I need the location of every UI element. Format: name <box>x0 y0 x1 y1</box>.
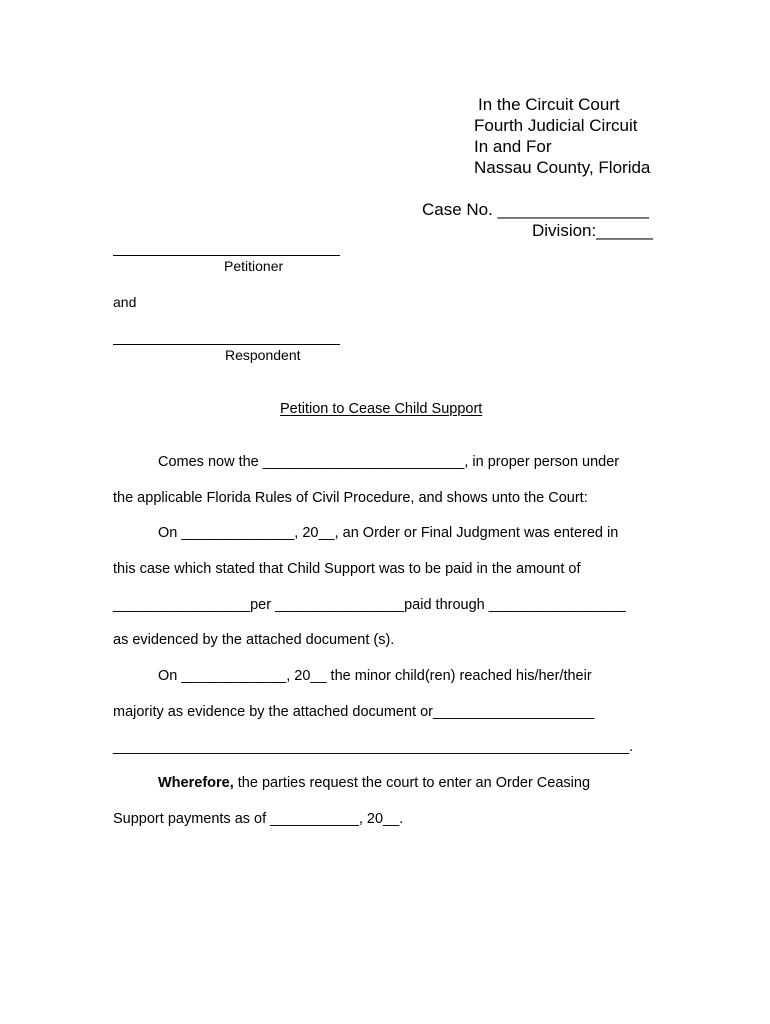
wherefore-text: the parties request the court to enter an Order Ceasing <box>233 775 591 791</box>
body-line-5: _________________per ________________paid through _________________ <box>113 597 626 613</box>
wherefore-label: Wherefore, <box>158 775 234 791</box>
body-line-1: Comes now the _________________________, in proper person under <box>158 454 620 470</box>
body-line-10 <box>158 774 590 792</box>
case-number: Case No. ________________ <box>422 200 649 219</box>
body-line-9: ________________________________________________________________. <box>113 739 634 755</box>
court-name-line-1: In the Circuit Court <box>478 95 620 114</box>
body-line-7: On _____________, 20__ the minor child(ren) reached his/her/their <box>158 668 592 684</box>
court-name-line-3: In and For <box>474 137 552 156</box>
document-title: Petition to Cease Child Support <box>280 401 483 417</box>
division: Division:______ <box>532 221 653 240</box>
respondent-signature-line <box>113 344 340 345</box>
petitioner-signature-line <box>113 255 340 256</box>
body-line-3: On ______________, 20__, an Order or Final Judgment was entered in <box>158 525 619 541</box>
body-line-11: Support payments as of ___________, 20__. <box>113 811 404 827</box>
body-line-4: this case which stated that Child Support was to be paid in the amount of <box>113 561 581 577</box>
body-line-6: as evidenced by the attached document (s). <box>113 632 395 648</box>
respondent-label: Respondent <box>225 347 301 363</box>
court-name-line-4: Nassau County, Florida <box>474 158 651 177</box>
court-name-line-2: Fourth Judicial Circuit <box>474 116 638 135</box>
and-label: and <box>113 294 137 310</box>
body-line-2: the applicable Florida Rules of Civil Procedure, and shows unto the Court: <box>113 490 588 506</box>
petitioner-label: Petitioner <box>224 258 284 274</box>
body-line-8: majority as evidence by the attached document or____________________ <box>113 704 595 720</box>
